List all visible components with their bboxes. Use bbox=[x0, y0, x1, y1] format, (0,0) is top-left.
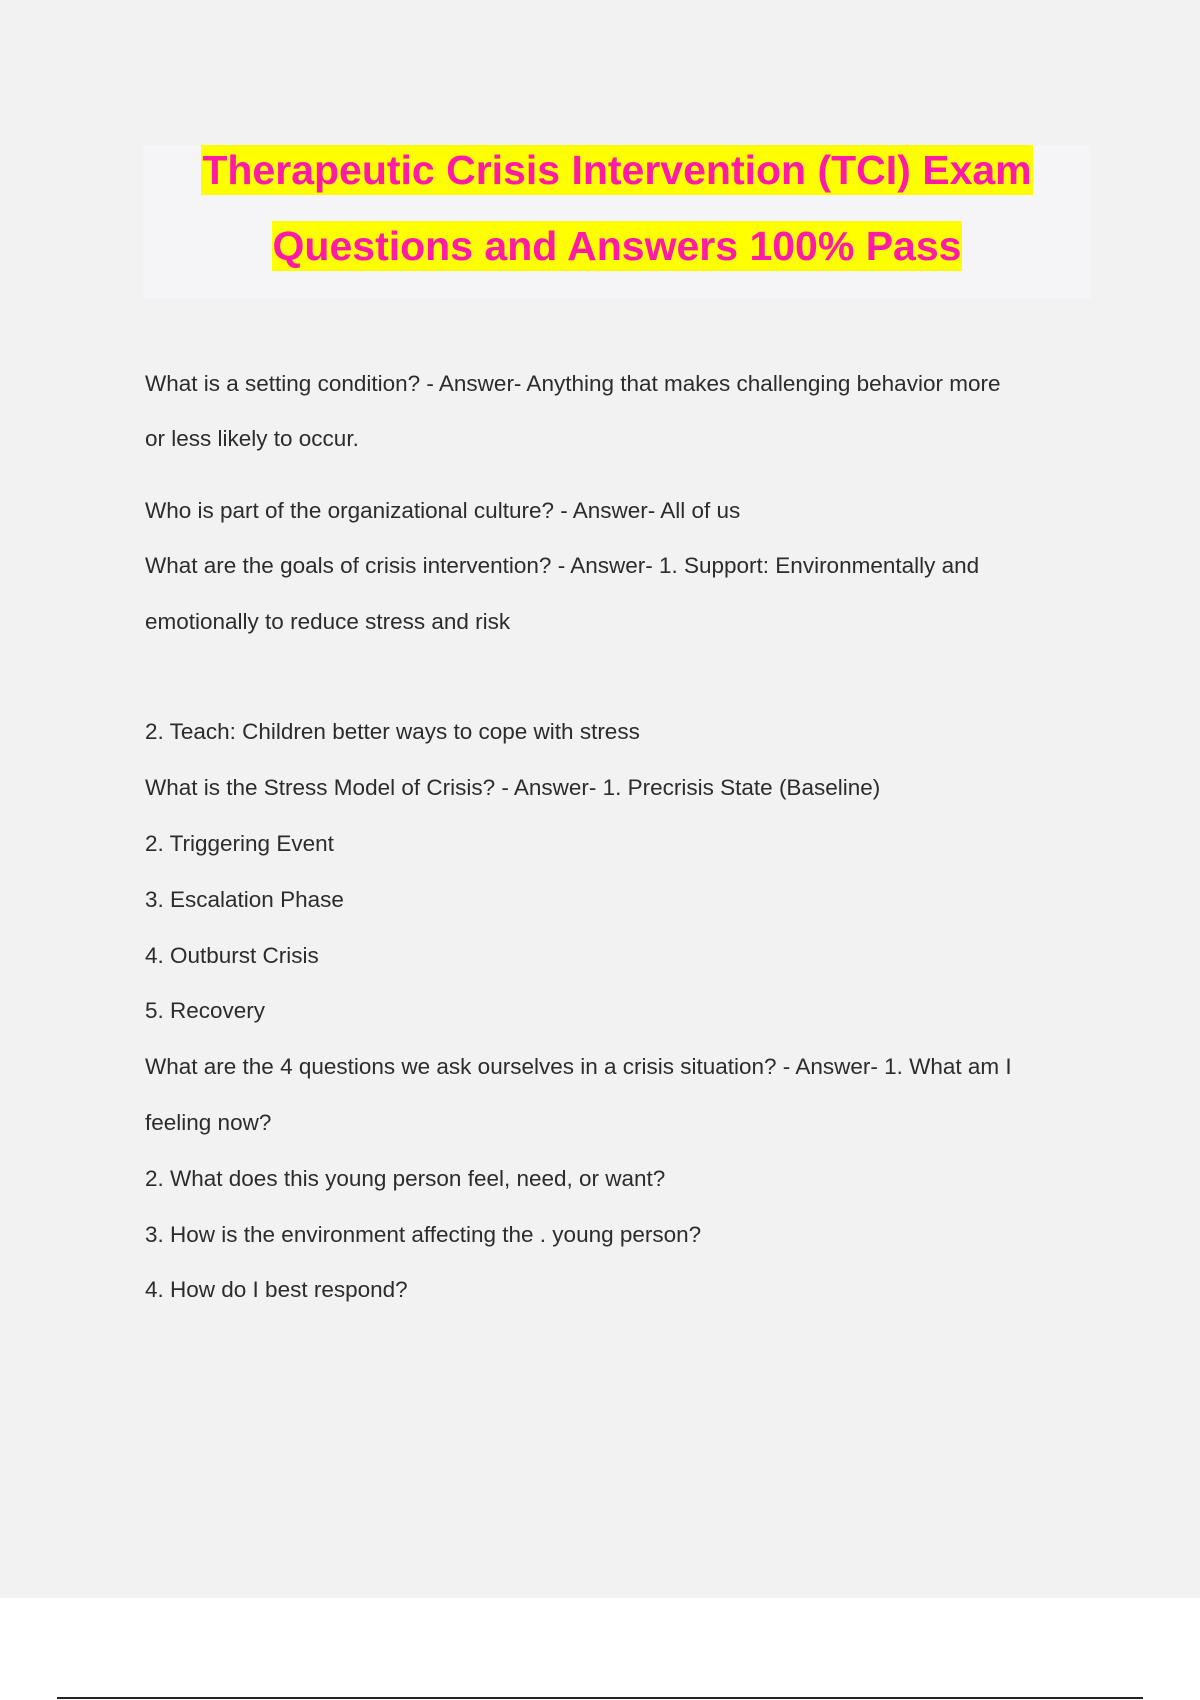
qa-line: Who is part of the organizational culture? - Answer- All of us bbox=[145, 498, 741, 523]
qa-line: 5. Recovery bbox=[145, 998, 266, 1023]
qa-line: What are the 4 questions we ask ourselves in a crisis situation? - Answer- 1. What am I bbox=[145, 1054, 1012, 1079]
document-title-line-1: Therapeutic Crisis Intervention (TCI) Exam bbox=[202, 147, 1032, 193]
qa-line: emotionally to reduce stress and risk bbox=[145, 609, 511, 634]
qa-line: What is the Stress Model of Crisis? - Answer- 1. Precrisis State (Baseline) bbox=[145, 775, 881, 800]
qa-line: or less likely to occur. bbox=[145, 426, 359, 451]
qa-line: 2. What does this young person feel, need, or want? bbox=[145, 1166, 666, 1191]
qa-line: 3. How is the environment affecting the . young person? bbox=[145, 1222, 702, 1247]
qa-line: 2. Teach: Children better ways to cope with stress bbox=[145, 719, 640, 744]
qa-line: 2. Triggering Event bbox=[145, 831, 334, 856]
qa-line: feeling now? bbox=[145, 1110, 272, 1135]
page-divider bbox=[57, 1697, 1143, 1699]
qa-line: 3. Escalation Phase bbox=[145, 887, 344, 912]
document-title-line-2: Questions and Answers 100% Pass bbox=[272, 223, 962, 269]
qa-line: What are the goals of crisis intervention? - Answer- 1. Support: Environmentally and bbox=[145, 553, 980, 578]
qa-line: 4. Outburst Crisis bbox=[145, 943, 319, 968]
qa-line: What is a setting condition? - Answer- Anything that makes challenging behavior more bbox=[145, 371, 1001, 396]
qa-line: 4. How do I best respond? bbox=[145, 1277, 408, 1302]
title-block bbox=[143, 145, 1091, 299]
